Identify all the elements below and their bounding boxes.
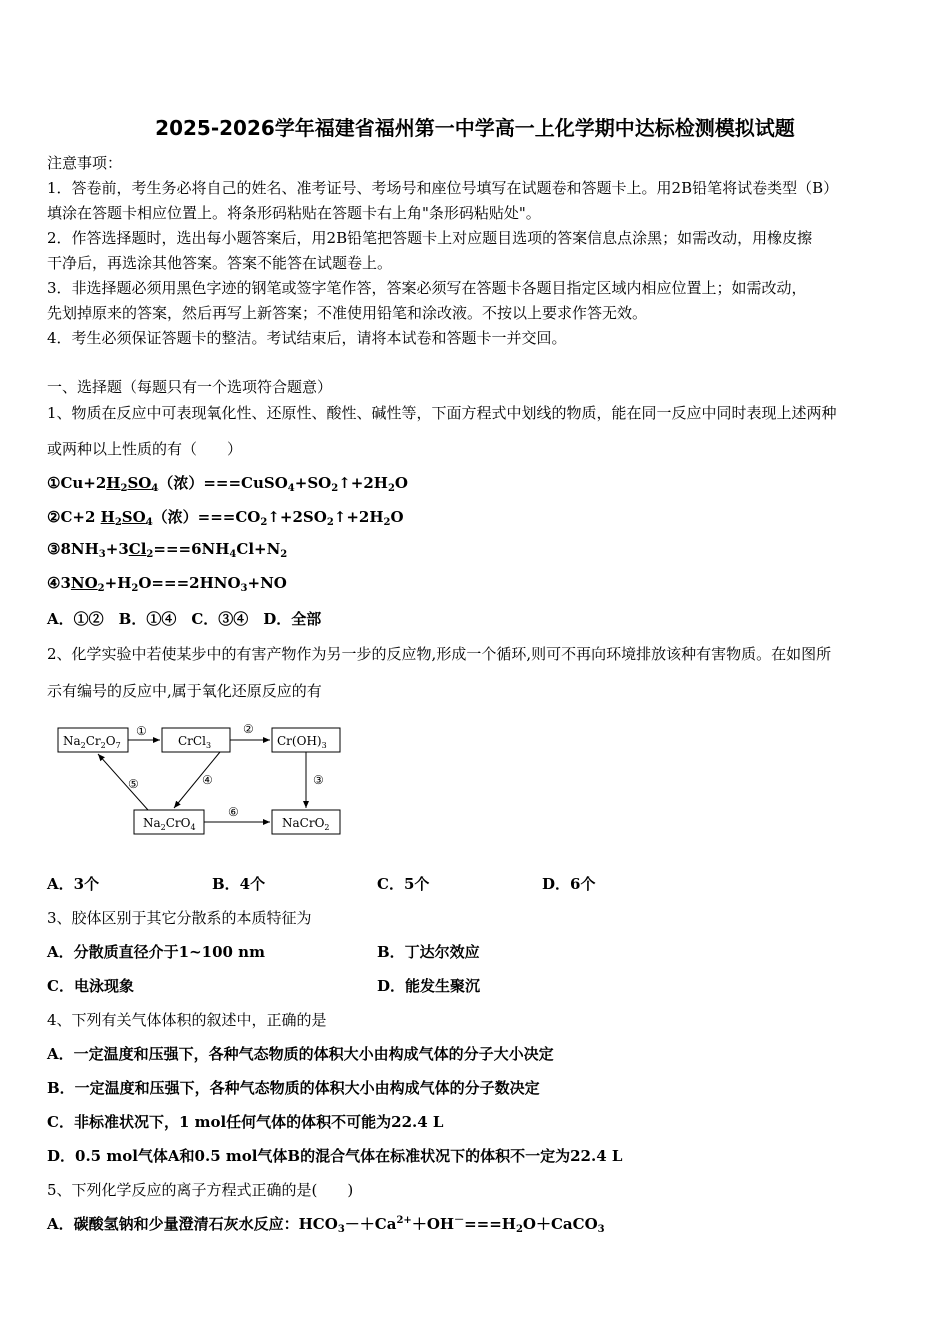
q1-stem-a: 1、物质在反应中可表现氧化性、还原性、酸性、碱性等，下面方程式中划线的物质，能在同一反应中同时表现上述两种 bbox=[47, 404, 837, 422]
q4-option-b: B．一定温度和压强下，各种气态物质的体积大小由构成气体的分子数决定 bbox=[47, 1079, 540, 1097]
q2-option-b: B．4个 bbox=[212, 875, 266, 893]
q1-options: A．①② B．①④ C．③④ D．全部 bbox=[47, 610, 322, 628]
notice-3b: 先划掉原来的答案，然后再写上新答案；不准使用铅笔和涂改液。不按以上要求作答无效。 bbox=[47, 304, 648, 322]
q1-reaction-1: $①Cu+2H_2SO_4$（浓）$===CuSO_4+SO_2↑+2H_2O$ bbox=[47, 474, 408, 494]
section-heading: 一、选择题（每题只有一个选项符合题意） bbox=[47, 378, 333, 396]
notice-heading: 注意事项： bbox=[47, 154, 123, 172]
notice-4: 4．考生必须保证答题卡的整洁。考试结束后，请将本试卷和答题卡一并交回。 bbox=[47, 329, 567, 347]
q2-option-d: D．6个 bbox=[542, 875, 596, 893]
q3-option-c: C．电泳现象 bbox=[47, 977, 134, 995]
label-1: ① bbox=[136, 724, 147, 738]
reaction-cycle-diagram bbox=[50, 718, 350, 844]
svg-text:CrCl3: CrCl$_3$ bbox=[178, 734, 212, 750]
label-6: ⑥ bbox=[228, 805, 239, 819]
q1-stem-b: 或两种以上性质的有（ ） bbox=[47, 440, 243, 458]
label-3: ③ bbox=[313, 773, 324, 787]
q1-reaction-3: $③8NH_3+3Cl_2===6NH_4Cl+N_2$ bbox=[47, 540, 288, 560]
q2-option-c: C．5个 bbox=[377, 875, 430, 893]
q1-reaction-4: $④3NO_2+H_2O===2HNO_3+NO$ bbox=[47, 574, 287, 594]
q4-option-c: C．非标准状况下，1 mol任何气体的体积不可能为22.4 L bbox=[47, 1113, 444, 1131]
q3-option-d: D．能发生聚沉 bbox=[377, 977, 481, 995]
q5-option-a: A．碳酸氢钠和少量澄清石灰水反应：$HCO_3-+Ca^{2+}+OH^-===H_2O+CaCO_3$ bbox=[47, 1215, 605, 1235]
q1-reaction-2: ②C+2 $H_2SO_4$（浓）$===CO_2↑+2SO_2↑+2H_2O$ bbox=[47, 508, 404, 528]
notice-2b: 干净后，再选涂其他答案。答案不能答在试题卷上。 bbox=[47, 254, 393, 272]
q2-option-a: A．3个 bbox=[47, 875, 100, 893]
q5-stem: 5、下列化学反应的离子方程式正确的是( ) bbox=[47, 1181, 354, 1199]
notice-1a: 1．答卷前，考生务必将自己的姓名、准考证号、考场号和座位号填写在试题卷和答题卡上。用2B铅笔将试卷类型（B） bbox=[47, 179, 839, 197]
svg-text:Na2CrO4: $Na_2CrO_4$ bbox=[143, 816, 196, 832]
q2-stem-b: 示有编号的反应中,属于氧化还原反应的有 bbox=[47, 682, 322, 700]
page-title: 2025-2026学年福建省福州第一中学高一上化学期中达标检测模拟试题 bbox=[155, 116, 795, 140]
q4-option-a: A．一定温度和压强下，各种气态物质的体积大小由构成气体的分子大小决定 bbox=[47, 1045, 554, 1063]
arrow-5 bbox=[98, 754, 148, 810]
arrow-4 bbox=[174, 752, 220, 808]
q3-option-a: A．分散质直径介于1~100 nm bbox=[47, 943, 265, 961]
svg-text:NaCrO2: NaCrO$_2$ bbox=[282, 816, 330, 832]
q3-stem: 3、胶体区别于其它分散系的本质特征为 bbox=[47, 909, 312, 927]
notice-1b: 填涂在答题卡相应位置上。将条形码粘贴在答题卡右上角"条形码粘贴处"。 bbox=[47, 204, 541, 222]
q2-stem-a: 2、化学实验中若使某步中的有害产物作为另一步的反应物,形成一个循环,则可不再向环境排放该种有害物质。在如图所 bbox=[47, 645, 832, 663]
q4-stem: 4、下列有关气体体积的叙述中，正确的是 bbox=[47, 1011, 327, 1029]
q3-option-b: B．丁达尔效应 bbox=[377, 943, 480, 961]
notice-3a: 3．非选择题必须用黑色字迹的钢笔或签字笔作答，答案必须写在答题卡各题目指定区域内相应位置上；如需改动， bbox=[47, 279, 807, 297]
label-5: ⑤ bbox=[128, 777, 139, 791]
q4-option-d: D．0.5 mol气体A和0.5 mol气体B的混合气体在标准状况下的体积不一定为22.4 L bbox=[47, 1147, 623, 1165]
notice-2a: 2．作答选择题时，选出每小题答案后，用2B铅笔把答题卡上对应题目选项的答案信息点涂黑；如需改动，用橡皮擦 bbox=[47, 229, 813, 247]
svg-text:Cr(OH)3: $Cr(OH)_3$ bbox=[277, 734, 327, 750]
label-4: ④ bbox=[202, 773, 213, 787]
svg-text:Na2Cr2O7: $Na_2Cr_2O_7$ bbox=[63, 734, 121, 750]
label-2: ② bbox=[243, 722, 254, 736]
